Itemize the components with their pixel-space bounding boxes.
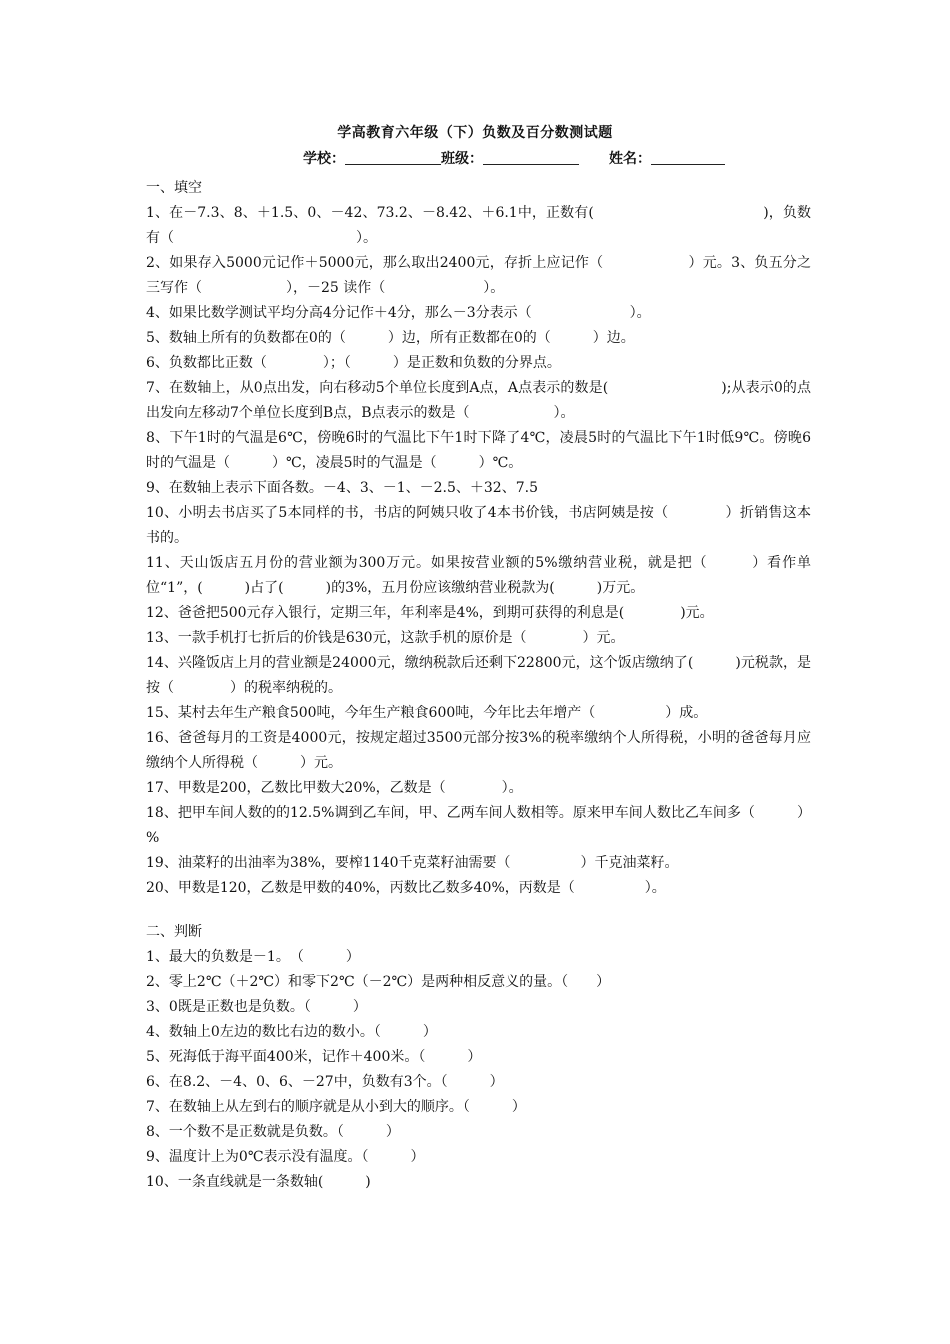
question-fill-4: 4、如果比数学测试平均分高4分记作＋4分，那么－3分表示（ ）。 [146,305,651,321]
true-false-section [146,920,811,1195]
class-blank [483,151,579,165]
question-fill-17: 17、甲数是200，乙数比甲数大20%，乙数是（ ）。 [146,780,523,796]
question-fill-14: 14、兴隆饭店上月的营业额是24000元，缴纳税款后还剩下22800元，这个饭店缴纳了( )元税款，是按（ ）的税率纳税的。 [146,655,811,696]
question-judge-8: 8、一个数不是正数就是负数。（ ） [146,1124,400,1140]
question-fill-6: 6、负数都比正数（ ）；（ ）是正数和负数的分界点。 [146,355,561,371]
name-label: 姓名： [609,151,651,167]
question-judge-5: 5、死海低于海平面400米，记作＋400米。（ ） [146,1049,482,1065]
question-fill-12: 12、爸爸把500元存入银行，定期三年，年利率是4%，到期可获得的利息是( )元。 [146,605,714,621]
question-fill-15: 15、某村去年生产粮食500吨，今年生产粮食600吨，今年比去年增产（ ）成。 [146,705,708,721]
class-label: 班级： [441,151,483,167]
question-fill-11: 11、天山饭店五月份的营业额为300万元。如果按营业额的5%缴纳营业税，就是把（ ）看作单位“1”，( )占了( )的3%，五月份应该缴纳营业税款为( )万元。 [146,555,811,596]
fill-in-section [146,176,811,901]
student-info-line [303,148,725,168]
question-fill-13: 13、一款手机打七折后的价钱是630元，这款手机的原价是（ ）元。 [146,630,625,646]
question-fill-10: 10、小明去书店买了5本同样的书，书店的阿姨只收了4本书价钱，书店阿姨是按（ ）折销售这本书的。 [146,505,811,546]
school-blank [345,151,441,165]
question-fill-18: 18、把甲车间人数的的12.5%调到乙车间，甲、乙两车间人数相等。原来甲车间人数比乙车间多（ ）% [146,805,811,846]
question-fill-5: 5、数轴上所有的负数都在0的（ ）边，所有正数都在0的（ ）边。 [146,330,635,346]
question-judge-9: 9、温度计上为0℃表示没有温度。（ ） [146,1149,425,1165]
question-fill-19: 19、油菜籽的出油率为38%，要榨1140千克菜籽油需要（ ）千克油菜籽。 [146,855,679,871]
question-fill-2: 2、如果存入5000元记作＋5000元，那么取出2400元，存折上应记作（ ）元。3、负五分之三写作（ ），－25 读作（ ）。 [146,255,811,296]
question-judge-3: 3、0既是正数也是负数。（ ） [146,999,367,1015]
question-fill-20: 20、甲数是120，乙数是甲数的40%，丙数比乙数多40%，丙数是（ ）。 [146,880,666,896]
page-title: 学高教育六年级（下）负数及百分数测试题 [337,125,613,141]
question-fill-8: 8、下午1时的气温是6℃，傍晚6时的气温比下午1时下降了4℃，凌晨5时的气温比下午1时低9℃。傍晚6时的气温是（ ）℃，凌晨5时的气温是（ ）℃。 [146,430,811,471]
section-heading-fill-in: 一、填空 [146,180,202,196]
question-fill-1: 1、在－7.3、8、＋1.5、0、－42、73.2、－8.42、＋6.1中，正数有( )，负数有（ ）。 [146,205,811,246]
question-judge-6: 6、在8.2、－4、0、6、－27中，负数有3个。（ ） [146,1074,504,1090]
question-fill-16: 16、爸爸每月的工资是4000元，按规定超过3500元部分按3%的税率缴纳个人所得税，小明的爸爸每月应缴纳个人所得税（ ）元。 [146,730,811,771]
section-heading-true-false: 二、判断 [146,924,202,940]
school-label: 学校： [303,151,345,167]
question-judge-10: 10、一条直线就是一条数轴( ) [146,1174,371,1190]
question-fill-9: 9、在数轴上表示下面各数。－4、3、－1、－2.5、＋32、7.5 [146,480,538,496]
question-judge-4: 4、数轴上0左边的数比右边的数小。（ ） [146,1024,437,1040]
question-judge-7: 7、在数轴上从左到右的顺序就是从小到大的顺序。（ ） [146,1099,526,1115]
question-fill-7: 7、在数轴上，从0点出发，向右移动5个单位长度到A点，A点表示的数是( );从表示0的点出发向左移动7个单位长度到B点，B点表示的数是（ ）。 [146,380,811,421]
name-blank [651,151,725,165]
question-judge-2: 2、零上2℃（＋2℃）和零下2℃（－2℃）是两种相反意义的量。（ ） [146,974,611,990]
question-judge-1: 1、最大的负数是－1。 （ ） [146,949,360,965]
